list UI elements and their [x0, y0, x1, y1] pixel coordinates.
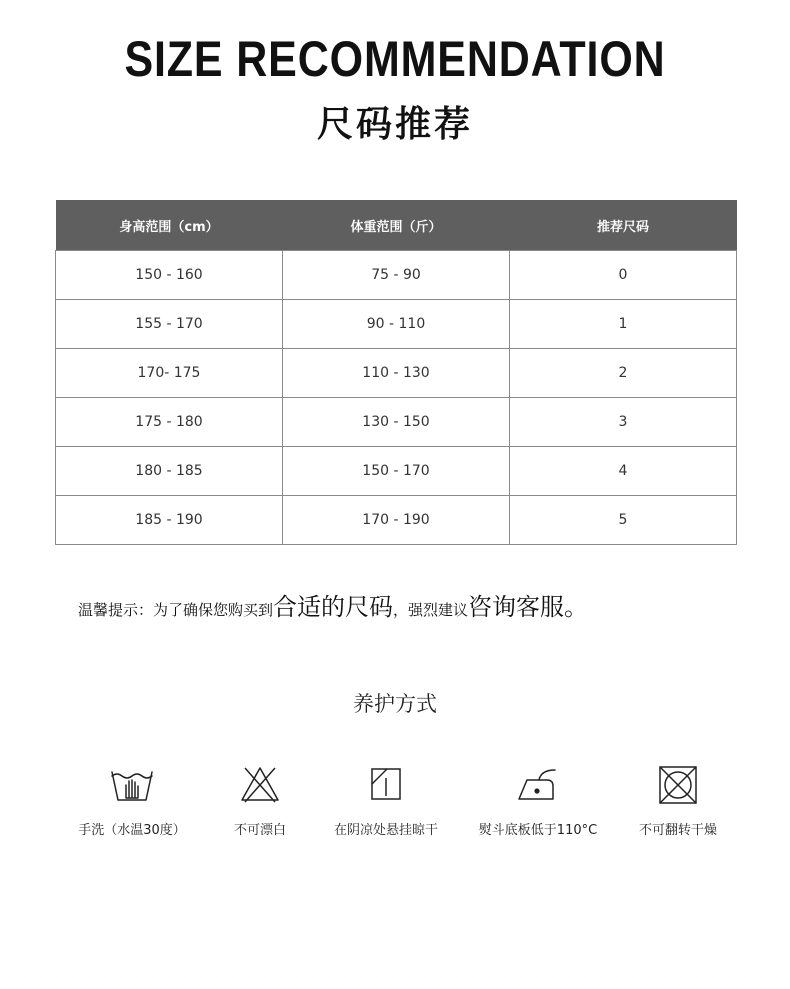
no-tumble-dry-icon	[655, 762, 701, 808]
care-item-iron-low	[463, 762, 613, 838]
size-cell: 3	[510, 398, 737, 447]
care-label: 在阴凉处悬挂晾干	[333, 823, 438, 838]
size-cell: 0	[510, 251, 737, 300]
height-cell: 175 - 180	[56, 398, 283, 447]
size-table	[55, 200, 737, 545]
tip-part-3: ，强烈建议	[393, 601, 469, 619]
height-cell: 150 - 160	[56, 251, 283, 300]
iron-low-icon	[515, 762, 561, 808]
header-size: 推荐尺码	[510, 200, 737, 251]
tip-part-1: 温馨提示：为了确保您购买到	[78, 601, 274, 619]
height-cell: 155 - 170	[56, 300, 283, 349]
size-cell: 4	[510, 447, 737, 496]
tip-part-4: 咨询客服。	[468, 593, 589, 621]
size-cell: 1	[510, 300, 737, 349]
care-label: 不可漂白	[233, 823, 286, 838]
weight-cell: 150 - 170	[283, 447, 510, 496]
weight-cell: 75 - 90	[283, 251, 510, 300]
height-cell: 185 - 190	[56, 496, 283, 545]
table-row	[56, 349, 737, 398]
header-weight: 体重范围（斤）	[283, 200, 510, 251]
tip-text	[78, 587, 588, 622]
table-row	[56, 398, 737, 447]
care-title: 养护方式	[353, 692, 437, 716]
care-item-line-dry-shade	[311, 762, 461, 838]
weight-cell: 130 - 150	[283, 398, 510, 447]
tip-part-2: 合适的尺码	[273, 593, 394, 621]
care-label: 手洗（水温30度）	[78, 823, 186, 838]
size-cell: 5	[510, 496, 737, 545]
care-item-no-tumble-dry	[603, 762, 753, 838]
title-en: SIZE RECOMMENDATION	[124, 31, 666, 87]
table-header-row	[56, 200, 737, 251]
weight-cell: 110 - 130	[283, 349, 510, 398]
table-row	[56, 447, 737, 496]
no-bleach-icon	[237, 762, 283, 808]
height-cell: 180 - 185	[56, 447, 283, 496]
header-height: 身高范围（cm）	[56, 200, 283, 251]
height-cell: 170- 175	[56, 349, 283, 398]
hand-wash-icon	[109, 762, 155, 808]
table-row	[56, 300, 737, 349]
line-dry-shade-icon	[363, 762, 409, 808]
size-cell: 2	[510, 349, 737, 398]
table-row	[56, 251, 737, 300]
weight-cell: 170 - 190	[283, 496, 510, 545]
table-row	[56, 496, 737, 545]
care-label: 熨斗底板低于110°C	[478, 823, 598, 838]
care-label: 不可翻转干燥	[638, 823, 717, 838]
title-cn: 尺码推荐	[316, 104, 473, 145]
weight-cell: 90 - 110	[283, 300, 510, 349]
